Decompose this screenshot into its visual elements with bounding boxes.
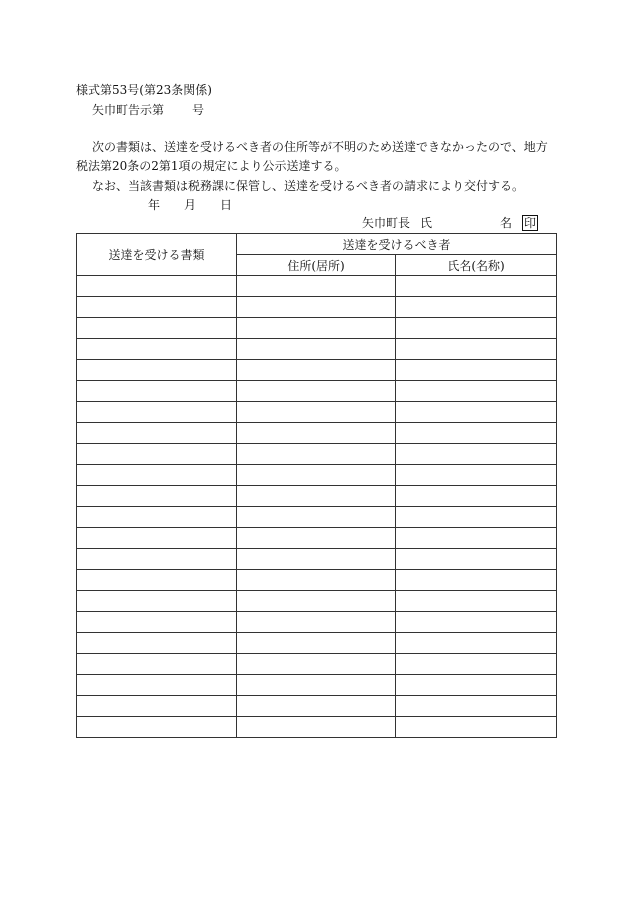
table-cell <box>77 381 237 402</box>
table-cell <box>396 444 557 465</box>
table-body <box>77 276 557 738</box>
recipients-table <box>76 233 557 738</box>
table-cell <box>396 717 557 738</box>
table-cell <box>77 654 237 675</box>
table-cell <box>77 696 237 717</box>
notice-number <box>92 102 204 118</box>
table-cell <box>237 318 396 339</box>
table-row <box>77 633 557 654</box>
table-row <box>77 654 557 675</box>
table-cell <box>77 360 237 381</box>
table-cell <box>396 549 557 570</box>
body-paragraph-1-line-1: 次の書類は、送達を受けるべき者の住所等が不明のため送達できなかったので、地方 <box>92 140 548 154</box>
table-cell <box>77 591 237 612</box>
table-cell <box>237 696 396 717</box>
table-cell <box>237 612 396 633</box>
table-cell <box>237 528 396 549</box>
table-cell <box>77 297 237 318</box>
date-day: 日 <box>220 198 233 212</box>
date-month: 月 <box>184 198 197 212</box>
table-cell <box>237 507 396 528</box>
table-cell <box>396 465 557 486</box>
table-row <box>77 675 557 696</box>
table-cell <box>396 696 557 717</box>
table-cell <box>237 717 396 738</box>
table-row <box>77 339 557 360</box>
table-cell <box>237 654 396 675</box>
table-cell <box>237 339 396 360</box>
table-row <box>77 360 557 381</box>
table-cell <box>237 381 396 402</box>
table-row <box>77 486 557 507</box>
date-line <box>148 197 232 213</box>
name-label-1: 氏 <box>420 216 433 230</box>
table-cell <box>396 402 557 423</box>
table-cell <box>396 381 557 402</box>
table-cell <box>237 633 396 654</box>
table-row <box>77 297 557 318</box>
header-document: 送達を受ける書類 <box>77 234 237 276</box>
table-cell <box>237 486 396 507</box>
table-cell <box>396 423 557 444</box>
table-cell <box>77 633 237 654</box>
table-header-row-1 <box>77 234 557 255</box>
table-row <box>77 423 557 444</box>
table-cell <box>77 402 237 423</box>
table-cell <box>77 675 237 696</box>
table-cell <box>237 675 396 696</box>
table-cell <box>77 318 237 339</box>
table-row <box>77 276 557 297</box>
table-cell <box>396 633 557 654</box>
table-row <box>77 528 557 549</box>
table-cell <box>396 654 557 675</box>
table-cell <box>396 318 557 339</box>
name-label-2: 名 <box>500 216 513 230</box>
table-cell <box>396 570 557 591</box>
table-cell <box>237 297 396 318</box>
table-cell <box>396 339 557 360</box>
table-cell <box>396 486 557 507</box>
table-cell <box>237 570 396 591</box>
table-cell <box>237 549 396 570</box>
table-row <box>77 318 557 339</box>
table-cell <box>77 507 237 528</box>
table-row <box>77 402 557 423</box>
table-cell <box>77 612 237 633</box>
table-row <box>77 507 557 528</box>
table-cell <box>396 276 557 297</box>
table-row <box>77 696 557 717</box>
table-cell <box>396 507 557 528</box>
seal-box: 印 <box>524 216 537 230</box>
table-cell <box>77 276 237 297</box>
table-cell <box>237 465 396 486</box>
table-row <box>77 591 557 612</box>
table-cell <box>77 570 237 591</box>
table-row <box>77 717 557 738</box>
date-year: 年 <box>148 198 161 212</box>
table-cell <box>396 591 557 612</box>
table-cell <box>237 360 396 381</box>
table-cell <box>237 276 396 297</box>
table-cell <box>237 402 396 423</box>
table-row <box>77 549 557 570</box>
header-recipient: 送達を受けるべき者 <box>237 234 557 255</box>
table-cell <box>396 297 557 318</box>
signature-line <box>362 215 538 231</box>
form-label: 様式第53号(第23条関係) <box>76 83 212 97</box>
table-cell <box>77 339 237 360</box>
table-row <box>77 465 557 486</box>
table-cell <box>396 528 557 549</box>
table-cell <box>396 612 557 633</box>
body-paragraph-1-line-2: 税法第20条の2第1項の規定により公示送達する。 <box>76 159 347 173</box>
table-cell <box>77 486 237 507</box>
table-row <box>77 570 557 591</box>
table-row <box>77 444 557 465</box>
header-address: 住所(居所) <box>237 255 396 276</box>
table-cell <box>77 423 237 444</box>
table-cell <box>237 591 396 612</box>
table-cell <box>77 444 237 465</box>
table-cell <box>237 423 396 444</box>
table-cell <box>77 465 237 486</box>
table-cell <box>396 360 557 381</box>
table-cell <box>77 528 237 549</box>
table-cell <box>77 549 237 570</box>
table-row <box>77 381 557 402</box>
table-row <box>77 612 557 633</box>
notice-prefix: 矢巾町告示第 <box>92 103 165 117</box>
header-name: 氏名(名称) <box>396 255 557 276</box>
body-paragraph-2: なお、当該書類は税務課に保管し、送達を受けるべき者の請求により交付する。 <box>92 179 525 193</box>
table-cell <box>237 444 396 465</box>
mayor-title: 矢巾町長 <box>362 216 411 230</box>
table-cell <box>77 717 237 738</box>
table-cell <box>396 675 557 696</box>
notice-suffix: 号 <box>192 103 205 117</box>
